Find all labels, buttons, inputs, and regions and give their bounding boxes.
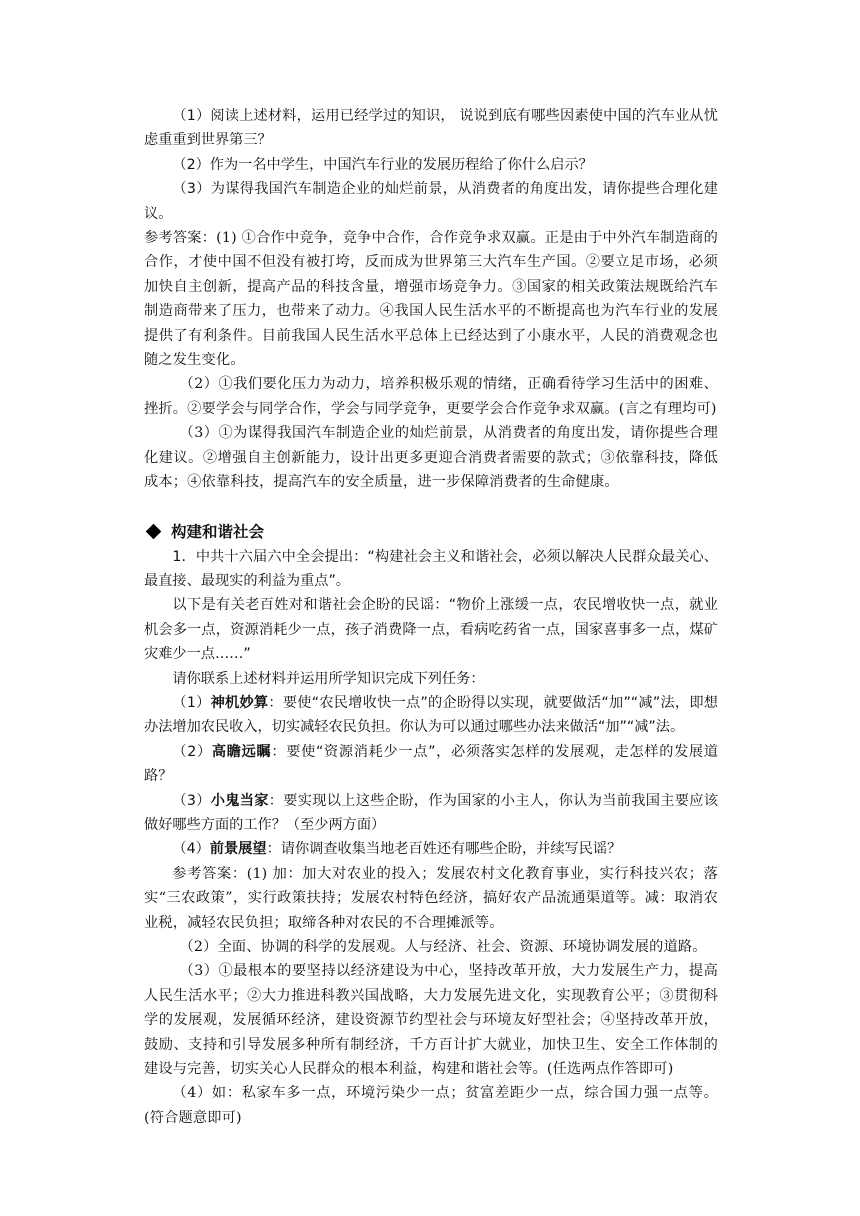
task-4-number: （4） xyxy=(172,841,210,858)
task-3-keyword: 小鬼当家 xyxy=(210,792,269,809)
ballad-paragraph: 以下是有关老百姓对和谐社会企盼的民谣：“物价上涨缓一点，农民增收快一点，就业机会多一点，资源消耗少一点，孩子消费降一点，看病吃药省一点，国家喜事多一点，煤矿灾难少一点……” xyxy=(144,597,718,663)
task-1-text: ：要使“农民增收快一点”的企盼得以实现，就要做活“加”“减”法，即想办法增加农民收入，切实减轻农民负担。你认为可以通过哪些办法来做活“加”“减”法。 xyxy=(144,694,718,736)
document-body xyxy=(144,104,718,1130)
intro-paragraph: 1．中共十六届六中全会提出：“构建社会主义和谐社会，必须以解决人民群众最关心、最直接、最现实的利益为重点”。 xyxy=(144,548,718,589)
task-3-text: ：要实现以上这些企盼，作为国家的小主人，你认为当前我国主要应该做好哪些方面的工作？（至少两方面） xyxy=(144,792,718,833)
question-1: （1）阅读上述材料，运用已经学过的知识， 说说到底有哪些因素使中国的汽车业从忧虑重重到世界第三？ xyxy=(144,108,718,149)
task-2-keyword: 高瞻远瞩 xyxy=(211,743,272,760)
task-1 xyxy=(144,691,718,740)
task-4-text: ：请你调查收集当地老百姓还有哪些企盼，并续写民谣？ xyxy=(266,841,622,858)
task-2-number: （2） xyxy=(172,743,212,760)
task-instruction: 请你联系上述材料并运用所学知识完成下列任务： xyxy=(172,670,485,687)
answer-2: （2）①我们要化压力为动力，培养积极乐观的情绪，正确看待学习生活中的困难、挫折。②要学会与同学合作，学会与同学竞争，更要学会合作竞争求双赢。(言之有理均可) xyxy=(144,376,718,417)
task-3 xyxy=(144,789,718,838)
task-4 xyxy=(144,837,718,861)
task-4-keyword: 前景展望 xyxy=(209,841,267,858)
answer-task-3: （3）①最根本的要坚持以经济建设为中心，坚持改革开放，大力发展生产力，提高人民生活水平；②大力推进科教兴国战略，大力发展先进文化，实现教育公平；③贯彻科学的发展观，发展循环经济，建设资源节约型社会与环境友好型社会；④坚持改革开放，鼓励、支持和引导发展多种所有制经济，千方百计扩大就业，加快卫生、安全工作体制的建设与完善，切实关心人民群众的根本利益，构建和谐社会等。(任选两点作答即可) xyxy=(144,963,718,1078)
section-heading xyxy=(144,519,718,545)
answer-task-4: （4）如：私家车多一点，环境污染少一点；贫富差距少一点，综合国力强一点等。(符合题意即可) xyxy=(144,1085,718,1126)
question-3: （3）为谋得我国汽车制造企业的灿烂前景，从消费者的角度出发，请你提些合理化建议。 xyxy=(144,181,718,222)
answer-task-1: 参考答案：(1) 加：加大对农业的投入；发展农村文化教育事业，实行科技兴农；落实“三农政策”，实行政策扶持；发展农村特色经济，搞好农产品流通渠道等。减：取消农业税，减轻农民负担；取缔各种对农民的不合理摊派等。 xyxy=(144,865,718,931)
answer-3: （3）①为谋得我国汽车制造企业的灿烂前景，从消费者的角度出发，请你提些合理化建议。②增强自主创新能力，设计出更多更迎合消费者需要的款式；③依靠科技，降低成本；④依靠科技，提高汽车的安全质量，进一步保障消费者的生命健康。 xyxy=(144,425,718,491)
task-2-text: ：要使“资源消耗少一点”，必须落实怎样的发展观，走怎样的发展道路？ xyxy=(144,743,718,785)
task-1-keyword: 神机妙算 xyxy=(210,694,269,711)
answer-task-2: （2）全面、协调的科学的发展观。人与经济、社会、资源、环境协调发展的道路。 xyxy=(179,939,707,955)
task-3-number: （3） xyxy=(172,792,211,809)
section-heading-text: 构建和谐社会 xyxy=(171,522,265,541)
diamond-bullet-icon xyxy=(146,524,162,540)
task-2 xyxy=(144,740,718,789)
question-2: （2）作为一名中学生，中国汽车行业的发展历程给了你什么启示？ xyxy=(172,156,593,173)
answer-1: 参考答案：(1) ①合作中竞争，竞争中合作，合作竞争求双赢。正是由于中外汽车制造商的合作，才使中国不但没有被打垮，反而成为世界第三大汽车生产国。②要立足市场，必须加快自主创新，提高产品的科技含量，增强市场竞争力。③国家的相关政策法规既给汽车制造商带来了压力，也带来了动力。④我国人民生活水平的不断提高也为汽车行业的发展提供了有利条件。目前我国人民生活水平总体上已经达到了小康水平，人民的消费观念也随之发生变化。 xyxy=(144,230,718,369)
task-1-number: （1） xyxy=(172,694,211,711)
